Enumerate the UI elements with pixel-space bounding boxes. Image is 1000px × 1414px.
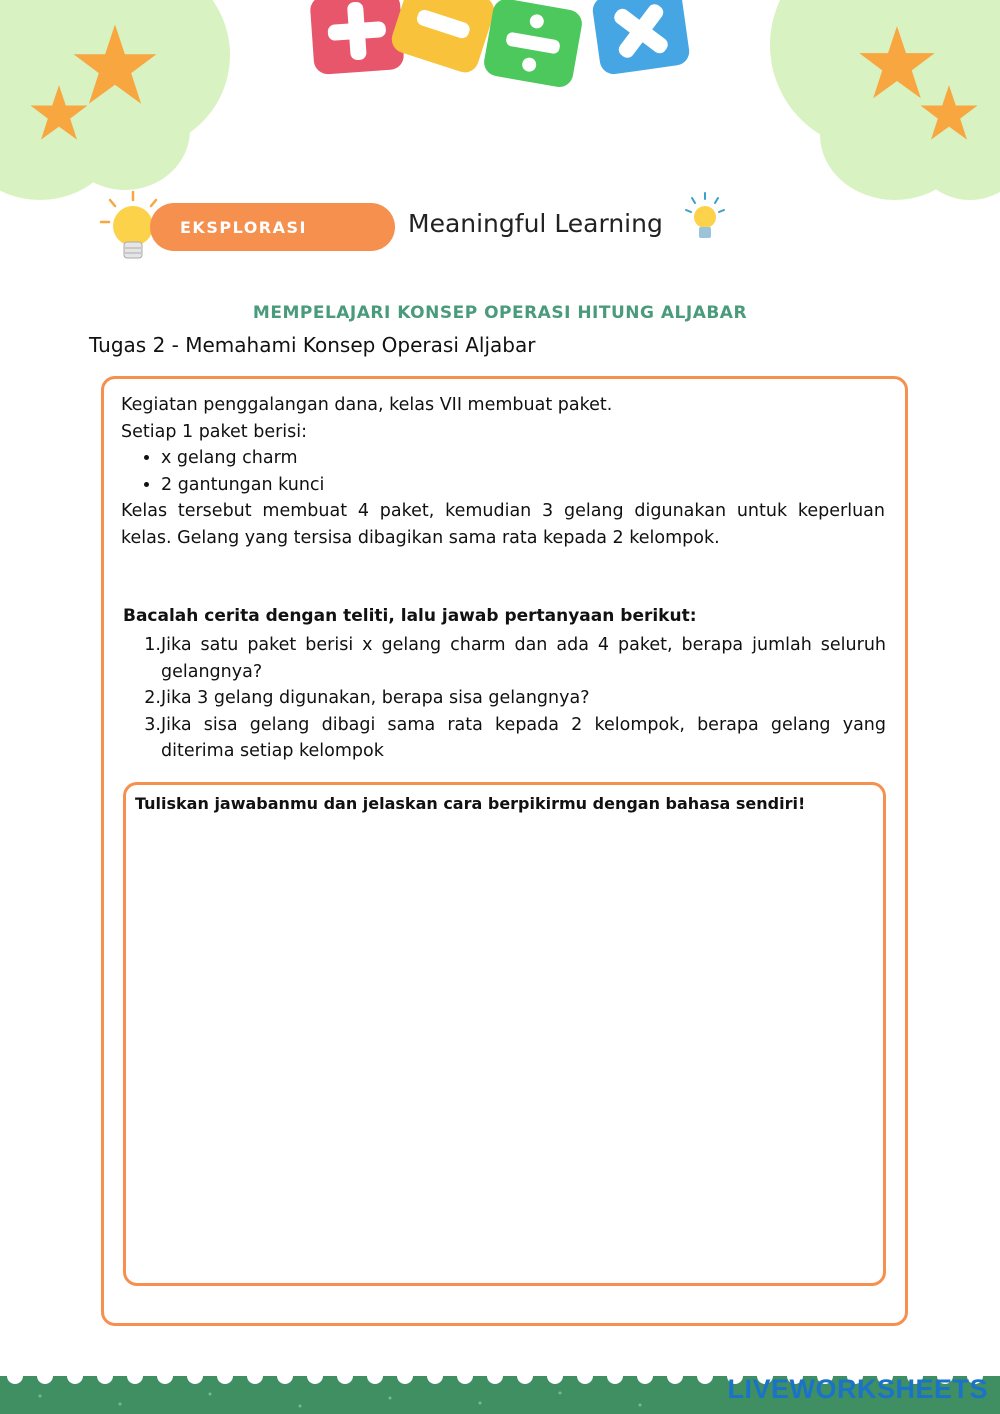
star-icon xyxy=(918,82,980,144)
banner-subtitle: Meaningful Learning xyxy=(408,209,663,238)
lightbulb-icon xyxy=(684,192,726,248)
question-item xyxy=(121,685,886,712)
task-title: Tugas 2 - Memahami Konsep Operasi Aljabar xyxy=(89,333,536,357)
question-text: Jika 3 gelang digunakan, berapa sisa gelangnya? xyxy=(161,688,590,708)
question-list xyxy=(121,632,886,765)
story-line: Setiap 1 paket berisi: xyxy=(121,421,308,442)
instructions: Bacalah cerita dengan teliti, lalu jawab pertanyaan berikut: xyxy=(123,606,697,626)
question-number: 3. xyxy=(144,714,161,735)
answer-input[interactable] xyxy=(135,826,879,1278)
answer-prompt: Tuliskan jawabanmu dan jelaskan cara berpikirmu dengan bahasa sendiri! xyxy=(135,794,806,813)
divide-icon xyxy=(482,0,584,89)
list-item: • 2 gantungan kunci xyxy=(161,472,885,499)
question-number: 2. xyxy=(144,688,161,708)
liveworksheets-logo[interactable]: LIVEWORKSHEETS xyxy=(727,1374,988,1404)
section-badge: EKSPLORASI xyxy=(150,203,395,251)
question-text: Jika sisa gelang dibagi sama rata kepada 2 kelompok, berapa gelang yang diterima setiap kelompok xyxy=(161,714,886,761)
question-text: Jika satu paket berisi x gelang charm dan ada 4 paket, berapa jumlah seluruh gelangnya? xyxy=(161,635,886,682)
story-text xyxy=(121,392,885,551)
minus-icon xyxy=(388,0,498,76)
multiply-icon xyxy=(591,0,691,76)
story-line: Kegiatan penggalangan dana, kelas VII membuat paket. xyxy=(121,395,613,415)
question-number: 1. xyxy=(144,635,161,655)
question-item xyxy=(121,632,886,685)
package-contents-list xyxy=(121,445,885,498)
question-item xyxy=(121,712,886,765)
list-item: • x gelang charm xyxy=(161,445,885,472)
section-heading: MEMPELAJARI KONSEP OPERASI HITUNG ALJABAR xyxy=(252,303,748,323)
story-paragraph: Kelas tersebut membuat 4 paket, kemudian 3 gelang digunakan untuk keperluan kelas. Gelang yang tersisa dibagikan sama rata kepada 2 kelompok. xyxy=(121,501,885,548)
star-icon xyxy=(28,82,90,144)
